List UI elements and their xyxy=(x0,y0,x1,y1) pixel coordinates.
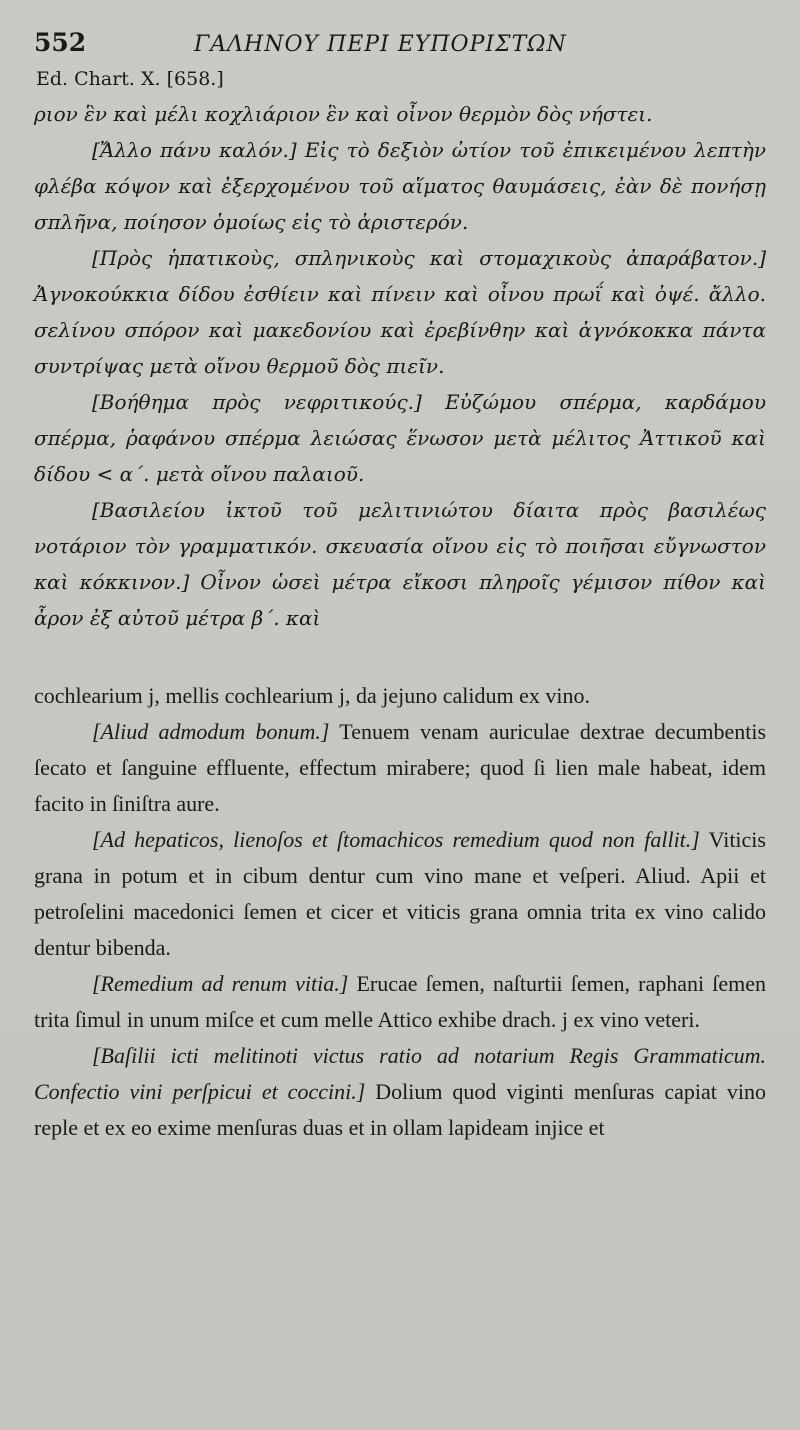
latin-rubric: [Ad hepaticos, lienoſos et ſtomachicos remedium quod non fallit.] xyxy=(92,827,700,852)
greek-rubric: [Ἄλλο πάνυ καλόν.] xyxy=(92,138,297,162)
latin-paragraph: [Aliud admodum bonum.] Tenuem venam auriculae dextrae decumbentis ſecato et ſanguine effluente, effectum mirabere; quod ſi lien male habeat, idem facito in ſiniſtra aure. xyxy=(34,719,767,816)
latin-rubric: [Remedium ad renum vitia.] xyxy=(92,971,349,996)
latin-paragraph: [Ad hepaticos, lienoſos et ſtomachicos remedium quod non fallit.] Viticis grana in potum et in cibum dentur cum vino mane et veſperi. Aliud. Apii et petroſelini macedonici ſemen et cicer et viticis grana omnia trita ex vino calido dentur bibenda. xyxy=(34,827,766,960)
greek-rubric: [Βοήθημα πρὸς νεφριτικούς.] xyxy=(92,390,422,414)
greek-paragraph: [Βασιλείου ἰκτοῦ τοῦ μελιτινιώτου δίαιτα πρὸς βασιλέως νοτάριον τὸν γραμματικόν. σκευασία οἴνου εἰς τὸ ποιῆσαι εὔγνωστον καὶ κόκκινον.] Οἶνον ὡσεὶ μέτρα εἴκοσι πληροῖς γέμισον πίθον καὶ ἆρον ἐξ αὐτοῦ μέτρα β΄. καὶ xyxy=(34,498,767,630)
greek-paragraph: [Πρὸς ἡπατικοὺς, σπληνικοὺς καὶ στομαχικοὺς ἀπαράβατον.] Ἀγνοκούκκια δίδου ἐσθίειν καὶ πίνειν καὶ οἶνου πρωΐ καὶ ὀψέ. ἄλλο. σελίνου σπόρον καὶ μακεδονίου καὶ ἐρεβίνθην καὶ ἀγνόκοκκα πάντα συντρίψας μετὰ οἴνου θερμοῦ δὸς πιεῖν. xyxy=(34,246,766,378)
latin-paragraph: [Baſilii icti melitinoti victus ratio ad notarium Regis Grammaticum. Confectio vini perſpicui et coccini.] Dolium quod viginti menſuras capiat vino reple et ex eo exime menſuras duas et in ollam lapideam injice et xyxy=(34,1043,766,1140)
greek-paragraph: ριον ἓν καὶ μέλι κοχλιάριον ἓν καὶ οἶνον θερμὸν δὸς νήστει. xyxy=(34,102,653,126)
greek-text-block xyxy=(34,96,766,636)
latin-text-block xyxy=(34,678,766,1146)
latin-rubric: [Baſilii icti melitinoti victus ratio ad notarium Regis Grammaticum. Confectio vini perſpicui et coccini.] xyxy=(34,1043,766,1104)
page-number: 552 xyxy=(34,28,87,57)
latin-rubric: [Aliud admodum bonum.] xyxy=(92,719,330,744)
page-header xyxy=(34,28,766,66)
greek-paragraph: [Βοήθημα πρὸς νεφριτικούς.] Εὐζώμου σπέρμα, καρδάμου σπέρμα, ῥαφάνου σπέρμα λειώσας ἕνωσον μετὰ μέλιτος Ἀττικοῦ καὶ δίδου < α΄. μετὰ οἴνου παλαιοῦ. xyxy=(34,390,766,486)
latin-paragraph: [Remedium ad renum vitia.] Erucae ſemen, naſturtii ſemen, raphani ſemen trita ſimul in unum miſce et cum melle Attico exhibe drach. j ex vino veteri. xyxy=(34,971,766,1032)
latin-paragraph: cochlearium j, mellis cochlearium j, da jejuno calidum ex vino. xyxy=(34,683,590,708)
greek-rubric: [Βασιλείου ἰκτοῦ τοῦ μελιτινιώτου δίαιτα πρὸς βασιλέως νοτάριον τὸν γραμματικόν. σκευασία οἴνου εἰς τὸ ποιῆσαι εὔγνωστον καὶ κόκκινον.] xyxy=(34,498,766,594)
greek-rubric: [Πρὸς ἡπατικοὺς, σπληνικοὺς καὶ στομαχικοὺς ἀπαράβατον.] xyxy=(92,246,766,270)
edition-reference: Ed. Chart. X. [658.] xyxy=(36,68,224,90)
running-title: ΓΑΛΗΝΟΥ ΠΕΡΙ ΕΥΠΟΡΙΣΤΩΝ xyxy=(194,32,567,57)
greek-paragraph: [Ἄλλο πάνυ καλόν.] Εἰς τὸ δεξιὸν ὠτίον τοῦ ἐπικειμένου λεπτὴν φλέβα κόψον καὶ ἐξερχομένου τοῦ αἵματος θαυμάσεις, ἐὰν δὲ πονήσῃ σπλῆνα, ποίησον ὁμοίως εἰς τὸ ἀριστερόν. xyxy=(34,138,766,234)
